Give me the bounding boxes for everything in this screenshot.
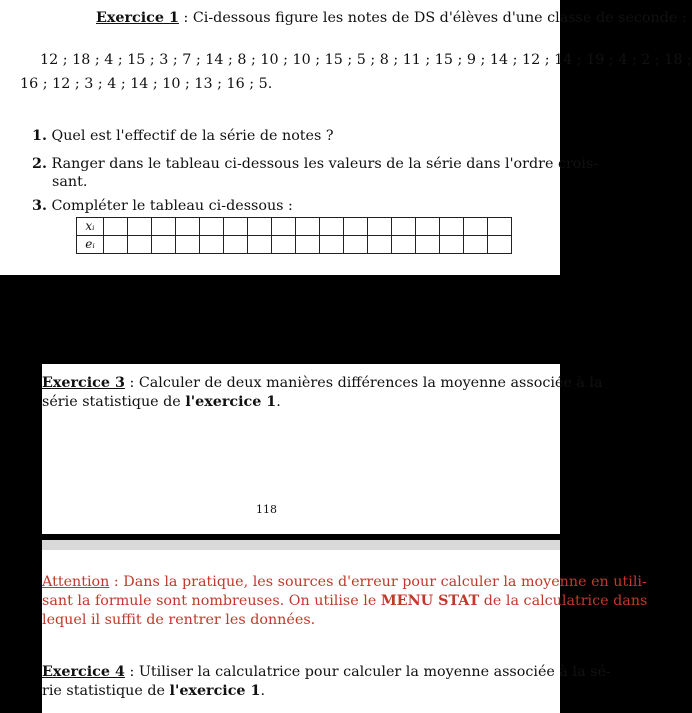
question-2-text-line1: Ranger dans le tableau ci-dessous les valeurs de la série dans l'ordre crois- bbox=[51, 156, 599, 172]
exercise-4-line-2 bbox=[42, 682, 265, 701]
row-label-x: xᵢ bbox=[77, 218, 104, 236]
table-cell[interactable] bbox=[344, 218, 368, 236]
exercise-4-text-1: : Utiliser la calculatrice pour calculer la moyenne associée à la sé- bbox=[124, 664, 611, 680]
exercise-4-line-1 bbox=[42, 663, 611, 682]
attention-text-2: sant la formule sont nombreuses. On utilise le bbox=[42, 593, 381, 609]
table-cell[interactable] bbox=[224, 218, 248, 236]
exercise-3-line-2 bbox=[42, 393, 281, 412]
table-cell[interactable] bbox=[320, 218, 344, 236]
question-1 bbox=[32, 127, 334, 146]
table-cell[interactable] bbox=[272, 218, 296, 236]
table-cell[interactable] bbox=[176, 218, 200, 236]
row-label-e: eᵢ bbox=[77, 236, 104, 254]
table-cell[interactable] bbox=[176, 236, 200, 254]
table-cell[interactable] bbox=[488, 236, 512, 254]
data-line-1: 12 ; 18 ; 4 ; 15 ; 3 ; 7 ; 14 ; 8 ; 10 ; 10 ; 15 ; 5 ; 8 ; 11 ; 15 ; 9 ; 14 ; 12 ; 14 ; 19 ; 4 ; 2 ; 18 ; bbox=[40, 52, 692, 68]
table-cell[interactable] bbox=[440, 236, 464, 254]
attention-text-1: : Dans la pratique, les sources d'erreur pour calculer la moyenne en utili- bbox=[109, 574, 647, 590]
table-cell[interactable] bbox=[440, 218, 464, 236]
exercise-3-panel bbox=[42, 364, 603, 534]
question-3 bbox=[32, 197, 293, 216]
exercise-4-text-2: rie statistique de bbox=[42, 683, 170, 699]
exercise-1-title: Exercice 1 bbox=[96, 10, 179, 26]
exercise-3-text-1: : Calculer de deux manières différences la moyenne associée à la bbox=[124, 375, 603, 391]
exercise-4-period: . bbox=[260, 683, 265, 699]
exercise-1-intro: : Ci-dessous figure les notes de DS d'élèves d'une classe de seconde : bbox=[178, 10, 687, 26]
table-cell[interactable] bbox=[416, 218, 440, 236]
table-row-e bbox=[77, 236, 512, 254]
exercise-3-ref: l'exercice 1 bbox=[185, 394, 277, 410]
page-number: 118 bbox=[256, 503, 277, 516]
exercise-3-title: Exercice 3 bbox=[42, 375, 125, 391]
table-cell[interactable] bbox=[368, 236, 392, 254]
divider-bar bbox=[42, 540, 560, 550]
exercise-4-title: Exercice 4 bbox=[42, 664, 125, 680]
table-cell[interactable] bbox=[248, 218, 272, 236]
table-cell[interactable] bbox=[344, 236, 368, 254]
exercise-1-heading bbox=[96, 9, 687, 28]
table-cell[interactable] bbox=[488, 218, 512, 236]
question-2-number: 2. bbox=[32, 156, 47, 172]
exercise-3-line-1 bbox=[42, 374, 603, 393]
attention-line-1 bbox=[42, 573, 647, 592]
menu-stat-label: MENU STAT bbox=[380, 593, 480, 609]
question-3-text: Compléter le tableau ci-dessous : bbox=[51, 198, 293, 214]
table-cell[interactable] bbox=[368, 218, 392, 236]
table-cell[interactable] bbox=[104, 218, 128, 236]
data-line-2: 16 ; 12 ; 3 ; 4 ; 14 ; 10 ; 13 ; 16 ; 5. bbox=[20, 76, 273, 92]
exercise-1-panel bbox=[0, 0, 692, 275]
table-cell[interactable] bbox=[128, 218, 152, 236]
question-3-number: 3. bbox=[32, 198, 47, 214]
question-1-text: Quel est l'effectif de la série de notes ? bbox=[51, 128, 334, 144]
table-cell[interactable] bbox=[416, 236, 440, 254]
attention-panel bbox=[42, 540, 648, 713]
table-cell[interactable] bbox=[200, 218, 224, 236]
table-cell[interactable] bbox=[272, 236, 296, 254]
table-cell[interactable] bbox=[392, 218, 416, 236]
table-cell[interactable] bbox=[104, 236, 128, 254]
table-cell[interactable] bbox=[224, 236, 248, 254]
table-cell[interactable] bbox=[200, 236, 224, 254]
table-cell[interactable] bbox=[392, 236, 416, 254]
question-2-text-line2: sant. bbox=[52, 174, 88, 190]
table-cell[interactable] bbox=[296, 236, 320, 254]
table-row-x bbox=[77, 218, 512, 236]
attention-label: Attention bbox=[42, 574, 110, 590]
table-cell[interactable] bbox=[152, 218, 176, 236]
values-table bbox=[76, 217, 512, 254]
exercise-3-period: . bbox=[276, 394, 281, 410]
table-cell[interactable] bbox=[464, 218, 488, 236]
table-cell[interactable] bbox=[296, 218, 320, 236]
attention-line-3: lequel il suffit de rentrer les données. bbox=[42, 612, 316, 628]
table-cell[interactable] bbox=[320, 236, 344, 254]
attention-line-2 bbox=[42, 592, 647, 611]
question-2 bbox=[32, 155, 598, 174]
question-1-number: 1. bbox=[32, 128, 47, 144]
table-cell[interactable] bbox=[464, 236, 488, 254]
exercise-4-ref: l'exercice 1 bbox=[169, 683, 261, 699]
table-cell[interactable] bbox=[128, 236, 152, 254]
table-cell[interactable] bbox=[152, 236, 176, 254]
exercise-3-text-2: série statistique de bbox=[42, 394, 186, 410]
table-cell[interactable] bbox=[248, 236, 272, 254]
attention-text-3: de la calculatrice dans bbox=[479, 593, 648, 609]
